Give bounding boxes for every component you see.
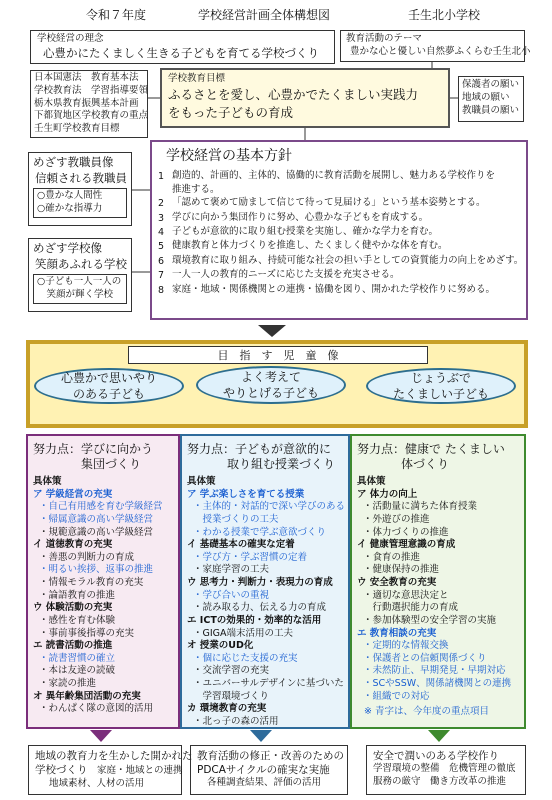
effort-column-2 bbox=[180, 434, 350, 729]
footer-detail: 服務の厳守 働き方改革の推進 bbox=[373, 775, 507, 787]
footer-box-1 bbox=[28, 745, 193, 795]
measure-item: ・読書習慣の確立 bbox=[39, 652, 116, 664]
theme-box bbox=[340, 30, 531, 62]
measure-heading: オ 授業のUD化 bbox=[187, 640, 254, 652]
measure-item: 行動選択能力の育成 bbox=[363, 602, 459, 614]
measure-item: ・自己有用感を育む学級経営 bbox=[39, 501, 163, 513]
footer-detail: 学習環境の整備 危機管理の徹底 bbox=[373, 763, 516, 775]
measure-item: ・交流学習の充実 bbox=[193, 665, 270, 677]
measure-heading: エ ICTの効果的・効率的な活用 bbox=[187, 614, 322, 626]
measure-item: ・体力づくりの推進 bbox=[363, 526, 449, 538]
measure-item: ・学び合いの重視 bbox=[193, 589, 270, 601]
target-oval-line: たくましい子ども bbox=[392, 387, 489, 401]
target-oval-1 bbox=[34, 368, 184, 404]
teacher-ideal-item: ○確かな指導力 bbox=[37, 202, 103, 214]
policy-item: 2 「認めて褒めて励まして信じて待って見届ける」という基本姿勢とする。 bbox=[158, 197, 486, 210]
wish-item: 地域の願い bbox=[462, 91, 510, 103]
target-oval-line: よく考えて bbox=[240, 369, 301, 384]
footer-title: 教育活動の修正・改善のための bbox=[197, 750, 344, 762]
fiscal-year: 令和７年度 bbox=[86, 8, 147, 22]
measure-item: 授業づくりの工夫 bbox=[193, 513, 279, 525]
measure-item: ・GIGA端末活用の工夫 bbox=[193, 627, 294, 639]
measure-item: ・適切な意思決定と bbox=[363, 589, 449, 601]
measure-heading: ウ 思考力・判断力・表現力の育成 bbox=[187, 577, 333, 588]
measure-item: ・北っ子の森の活用 bbox=[193, 715, 279, 727]
effort-column-1 bbox=[26, 434, 180, 729]
measure-heading: オ 異年齢集団活動の充実 bbox=[33, 690, 141, 702]
wishes-box bbox=[458, 76, 524, 122]
measure-item: ・わんぱく隊の意図的活用 bbox=[39, 703, 154, 715]
teacher-ideal-sub: 信頼される教職員 bbox=[35, 170, 127, 185]
measure-heading: イ 基礎基本の確実な定着 bbox=[187, 539, 295, 551]
target-oval-line: やりとげる子ども bbox=[222, 386, 319, 400]
target-children-label: 目 指 す 児 童 像 bbox=[128, 346, 428, 364]
measure-heading: 具体策 bbox=[357, 476, 386, 487]
law-item: 学校教育法 学習指導要領 bbox=[34, 84, 149, 96]
school-ideal-label: めざす学校像 bbox=[33, 241, 102, 255]
measure-item: ・論語教育の推進 bbox=[39, 589, 116, 601]
measure-item: ・学び方・学ぶ習慣の定着 bbox=[193, 551, 308, 563]
measure-heading: ア 体力の向上 bbox=[357, 488, 418, 500]
measure-heading: カ 環境教育の充実 bbox=[187, 703, 267, 715]
measure-item: ・健康保持の推進 bbox=[363, 564, 440, 576]
policy-item: 8 家庭・地域・関係機関との連携・協働を図り、開かれた学校作りに努める。 bbox=[158, 283, 496, 296]
effort-head: 努力点：健康で たくましい bbox=[357, 442, 505, 456]
effort-head: 努力点：学びに向かう bbox=[33, 442, 154, 456]
measure-item: ・組織での対応 bbox=[363, 690, 430, 702]
philosophy-box bbox=[30, 30, 335, 64]
footer-detail: 地域素材、人材の活用 bbox=[49, 777, 145, 789]
measure-item: ・参加体験型の安全学習の実施 bbox=[363, 614, 497, 626]
measure-item: ・規範意識の高い学級経営 bbox=[39, 526, 154, 538]
footer-box-3 bbox=[366, 745, 526, 795]
policy-item: 4 子どもが意欲的に取り組む授業を実施し、確かな学力を育む。 bbox=[158, 226, 439, 239]
measure-item: ・情報モラル教育の充実 bbox=[39, 577, 144, 588]
measure-item: ・善悪の判断力の育成 bbox=[39, 551, 135, 563]
measure-item: ・読み取る力、伝える力の育成 bbox=[193, 602, 327, 614]
law-item: 壬生町学校教育目標 bbox=[34, 123, 120, 135]
school-ideal-item: 笑顔が輝く学校 bbox=[37, 288, 114, 300]
policy-item: 3 学びに向かう集団作りに努め、心豊かな子どもを育成する。 bbox=[158, 211, 429, 224]
effort-head: 体づくり bbox=[401, 457, 450, 471]
measure-item: ・外遊びの推進 bbox=[363, 513, 430, 525]
law-item: 栃木県教育振興基本計画 bbox=[34, 97, 139, 109]
emphasis-note: ※ 青字は、今年度の重点項目 bbox=[364, 706, 489, 718]
teacher-ideal-label: めざす教職員像 bbox=[33, 155, 114, 169]
measure-item: ・活動量に満ちた体育授業 bbox=[363, 501, 478, 513]
footer-title: 安全で潤いのある学校作り bbox=[373, 750, 499, 762]
law-item: 日本国憲法 教育基本法 bbox=[34, 72, 139, 83]
measure-item: ・本は友達の読破 bbox=[39, 665, 116, 677]
measure-heading: 具体策 bbox=[33, 476, 62, 487]
measure-heading: ア 学級経営の充実 bbox=[33, 488, 113, 500]
philosophy-text: 心豊かにたくましく生きる子どもを育てる学校づくり bbox=[43, 45, 319, 60]
goal-line-2: をもった子どもの育成 bbox=[168, 104, 294, 120]
measure-item: ・ユニバーサルデザインに基づいた bbox=[193, 678, 344, 689]
target-oval-line: 心豊かで思いやり bbox=[60, 370, 157, 385]
effort-list bbox=[33, 476, 173, 716]
target-oval-line: のある子ども bbox=[72, 387, 145, 401]
measure-heading: ア 学ぶ楽しさを育てる授業 bbox=[187, 488, 305, 500]
wish-item: 保護者の願い bbox=[462, 79, 520, 90]
measure-item: ・個に応じた支援の充実 bbox=[193, 652, 298, 664]
laws-box bbox=[30, 70, 148, 138]
measure-heading: ウ 体験活動の充実 bbox=[33, 602, 113, 614]
measure-item: ・感性を育む体験 bbox=[39, 614, 116, 626]
policy-item: 6 環境教育に取り組み、持続可能な社会の担い手としての資質能力の向上をめざす。 bbox=[158, 254, 524, 267]
measure-item: ・保護者との信頼関係づくり bbox=[363, 652, 487, 664]
theme-text: 豊かな心と優しい自然夢ふくらむ壬生北小 bbox=[350, 45, 531, 57]
policy-item: 推進する。 bbox=[172, 184, 220, 196]
measure-item: 学習環境づくり bbox=[193, 690, 270, 702]
footer-title: 地域の教育力を生かした開かれた bbox=[35, 750, 193, 762]
measure-item: ・家庭学習の工夫 bbox=[193, 564, 270, 576]
measure-heading: ウ 安全教育の充実 bbox=[357, 577, 437, 588]
measure-item: ・わかる授業で学ぶ意欲づくり bbox=[193, 526, 327, 538]
effort-head: 集団づくり bbox=[81, 457, 142, 471]
effort-list bbox=[187, 476, 346, 729]
measure-heading: イ 道徳教育の充実 bbox=[33, 539, 113, 551]
goal-box bbox=[160, 68, 450, 128]
theme-label: 教育活動のテーマ bbox=[346, 33, 423, 44]
school-ideal-sub: 笑顔あふれる学校 bbox=[35, 256, 127, 271]
measure-item: ・未然防止、早期発見・早期対応 bbox=[363, 665, 506, 677]
footer-detail: 各種調査結果、評価の活用 bbox=[207, 777, 322, 789]
philosophy-label: 学校経営の理念 bbox=[37, 33, 104, 44]
measure-item: ・事前事後指導の充実 bbox=[39, 627, 135, 639]
footer-detail: 家庭・地域との連携 bbox=[97, 765, 183, 777]
measure-item: ・帰属意識の高い学級経営 bbox=[39, 513, 154, 525]
policy-title: 学校経営の基本方針 bbox=[166, 148, 292, 164]
goal-label: 学校教育目標 bbox=[168, 73, 226, 84]
law-item: 下都賀地区学校教育の重点 bbox=[34, 110, 149, 122]
measure-item: ・主体的・対話的で深い学びのある bbox=[193, 501, 346, 513]
goal-line-1: ふるさとを愛し、心豊かでたくましい実践力 bbox=[168, 86, 419, 102]
wish-item: 教職員の願い bbox=[462, 104, 520, 116]
school-name: 壬生北小学校 bbox=[408, 8, 481, 22]
footer-title-cont: 学校づくり bbox=[35, 764, 88, 777]
effort-column-3 bbox=[350, 434, 526, 729]
target-oval-2 bbox=[196, 366, 346, 404]
page-title: 学校経営計画全体構想図 bbox=[198, 8, 331, 22]
measure-heading: エ 教育相談の充実 bbox=[357, 627, 437, 639]
target-oval-line: じょうぶで bbox=[410, 370, 471, 385]
measure-item: ・定期的な情報交換 bbox=[363, 640, 449, 652]
effort-head: 努力点：子どもが意欲的に bbox=[187, 442, 332, 456]
measure-item: ・家読の推進 bbox=[39, 678, 97, 689]
measure-heading: エ 読書活動の推進 bbox=[33, 640, 113, 652]
measure-item: ・明るい挨拶、返事の推進 bbox=[39, 564, 154, 576]
policy-item: 7 一人一人の教育的ニーズに応じた支援を充実させる。 bbox=[158, 269, 400, 282]
policy-item: 1 創造的、計画的、主体的、協働的に教育活動を展開し、魅力ある学校作りを bbox=[158, 169, 496, 182]
teacher-ideal-item: ○豊かな人間性 bbox=[37, 190, 103, 202]
school-ideal-box bbox=[28, 238, 132, 312]
measure-item: ・SCやSSW、関係諸機関との連携 bbox=[363, 678, 512, 689]
footer-title-cont: PDCAサイクルの確実な実施 bbox=[197, 764, 330, 777]
teacher-ideal-box bbox=[28, 152, 132, 226]
policy-item: 5 健康教育と体力づくりを推進し、たくましく健やかな体を育む。 bbox=[158, 240, 448, 253]
measure-heading: イ 健康管理意識の育成 bbox=[357, 539, 456, 551]
school-ideal-item: ○子ども一人一人の bbox=[37, 276, 122, 288]
target-oval-3 bbox=[366, 368, 516, 404]
measure-item: ・食育の推進 bbox=[363, 551, 421, 563]
policy-box bbox=[150, 140, 528, 320]
effort-head: 取り組む授業づくり bbox=[227, 457, 336, 471]
measure-heading: 具体策 bbox=[187, 476, 216, 487]
effort-list bbox=[357, 476, 519, 703]
footer-box-2 bbox=[190, 745, 348, 795]
